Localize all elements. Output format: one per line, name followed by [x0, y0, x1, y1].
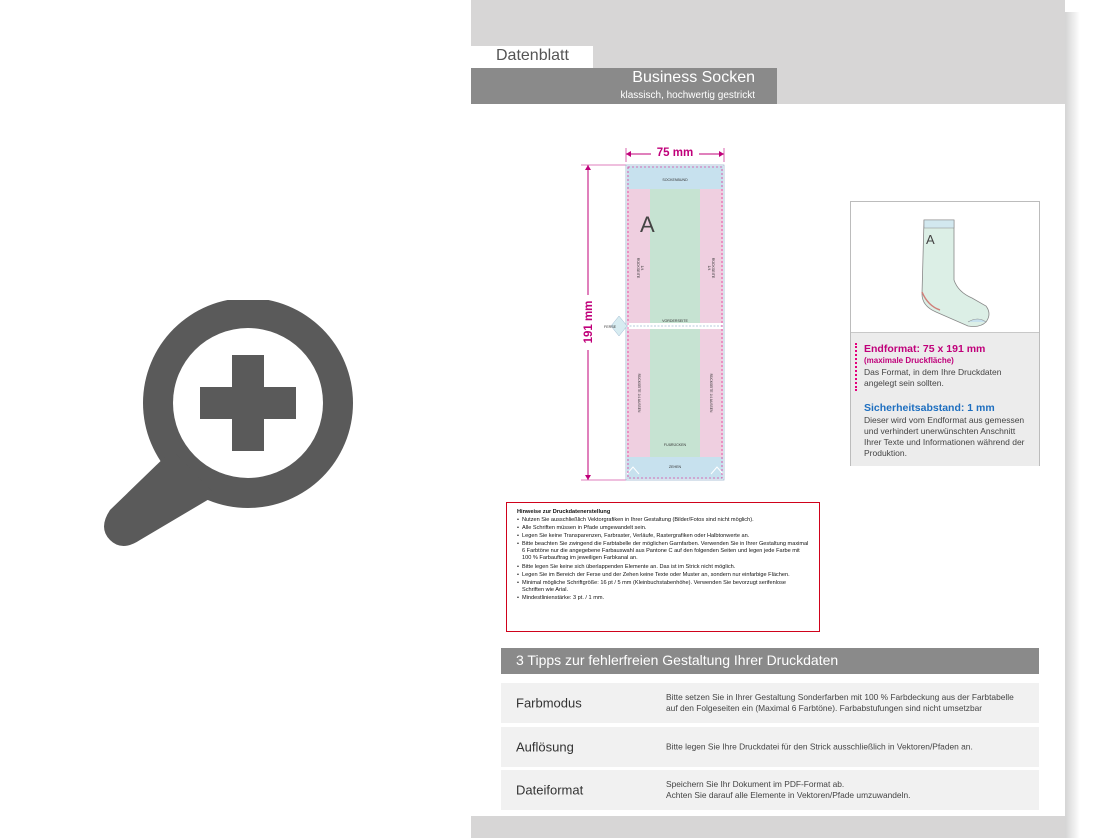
right-top-label: RÜCKSEITE: [711, 257, 715, 279]
product-subtitle: klassisch, hochwertig gestrickt: [620, 90, 755, 101]
zehen-label: ZEHEN: [668, 465, 682, 469]
tip-text-line: Bitte setzen Sie in Ihrer Gestaltung Sonderfarben mit 100 % Farbdeckung aus der Farbtabelle: [666, 692, 1014, 702]
endformat-subtitle: (maximale Druckfläche): [864, 356, 954, 365]
guideline-item: • Legen Sie keine Transparenzen, Farbraster, Verläufe, Rastergrafiken oder Halbtonwerte an.: [517, 533, 809, 540]
tip-label: Dateiformat: [516, 782, 584, 798]
tip-text-line: Speichern Sie Ihr Dokument im PDF-Format ab.: [666, 779, 845, 789]
guideline-item: • Legen Sie im Bereich der Ferse und der Zehen keine Texte oder Muster an, sondern nur einfarbige Flächen.: [517, 572, 809, 579]
template-letter-a: A: [640, 212, 655, 237]
format-info-card: [850, 201, 1040, 466]
tip-label: Auflösung: [516, 739, 574, 755]
left-top-sub: 1/4: [640, 265, 644, 271]
guideline-item: • Nutzen Sie ausschließlich Vektorgrafiken in Ihrer Gestaltung (Bilder/Fotos sind nicht möglich).: [517, 517, 809, 524]
vorderseite-label: VORDERSEITE: [662, 319, 688, 323]
sheet-shadow: [1064, 12, 1080, 838]
guideline-item: • Bitte legen Sie keine sich überlappenden Elemente an. Das ist im Strick nicht möglich.: [517, 564, 809, 571]
footer-band: [471, 816, 1065, 838]
print-guidelines-box: [506, 502, 820, 632]
endformat-description: Das Format, in dem Ihre Druckdaten angelegt sein sollten.: [864, 367, 1002, 388]
tip-label: Farbmodus: [516, 695, 582, 711]
product-title-bar: [471, 68, 777, 104]
ferse-label: FERSE: [604, 325, 616, 329]
tips-heading-bar: [501, 648, 1039, 674]
tip-text: [666, 779, 1031, 801]
safety-margin-title: Sicherheitsabstand: 1 mm: [864, 402, 995, 414]
datasheet-page: [471, 0, 1065, 838]
guideline-item: • Bitte beachten Sie zwingend die Farbtabelle der möglichen Garnfarben. Verwenden Sie in Ihrer Gestaltung maximal 6 Farbtöne nur die angegebene Farbauswahl aus Pantone C auf den folgenden Seiten und legen jede Farbe mit 100 % Farbauftrag im jeweiligen Farbkanal an.: [517, 541, 809, 562]
datasheet-tab-label: Datenblatt: [496, 47, 569, 64]
tip-text: [666, 742, 1031, 753]
guideline-item: • Mindestlinienstärke: 3 pt. / 1 mm.: [517, 595, 809, 602]
left-bottom-label: RÜCKSEITE 1/4 AUSSEN: [637, 373, 641, 413]
guideline-item: • Minimal mögliche Schriftgröße: 16 pt / 5 mm (Kleinbuchstabenhöhe). Verwenden Sie bevorzugt serifenlose Schriften wie Arial.: [517, 580, 809, 594]
format-info-panel: [851, 332, 1039, 466]
sock-illustration-icon: [906, 210, 991, 330]
guideline-item: • Alle Schriften müssen in Pfade umgewandelt sein.: [517, 525, 809, 532]
sock-print-template: [571, 140, 736, 490]
width-dimension-label: 75 mm: [656, 147, 694, 159]
tip-text-line: Bitte legen Sie Ihre Druckdatei für den Strick ausschließlich in Vektoren/Pfaden an.: [666, 741, 973, 752]
tip-row-dateiformat: [501, 770, 1039, 810]
right-top-sub: 1/4: [707, 265, 711, 271]
tips-heading: 3 Tipps zur fehlerfreien Gestaltung Ihrer Druckdaten: [516, 652, 839, 668]
safety-margin-description: Dieser wird vom Endformat aus gemessen und verhindert unerwünschten Anschnitt Ihrer Texte und Informationen während der Produktion.: [864, 415, 1025, 458]
guidelines-list: [517, 517, 809, 602]
tip-row-aufloesung: [501, 727, 1039, 767]
product-title: Business Socken: [632, 69, 755, 86]
right-bottom-label: RÜCKSEITE 1/4 AUSSEN: [709, 373, 713, 413]
tip-row-farbmodus: [501, 683, 1039, 723]
tip-text-line: auf den Folgeseiten ein (Maximal 6 Farbtöne). Farbabstufungen sind nicht umsetzbar: [666, 703, 983, 713]
zoom-in-button[interactable]: [100, 300, 360, 550]
sock-letter-a: A: [926, 232, 935, 247]
height-dimension-label: 191 mm: [583, 300, 595, 344]
endformat-title: Endformat: 75 x 191 mm: [864, 343, 986, 355]
format-dash-marker: [855, 343, 857, 391]
zoom-in-icon: [100, 300, 360, 550]
tip-text-line: Achten Sie darauf alle Elemente in Vektoren/Pfade umzuwandeln.: [666, 790, 911, 800]
guidelines-title: Hinweise zur Druckdatenerstellung: [517, 509, 611, 515]
sockenbund-label: SOCKENBUND: [662, 178, 688, 182]
tip-text: [666, 692, 1031, 714]
fussruecken-label: FUßRÜCKEN: [663, 443, 687, 447]
left-top-label: RÜCKSEITE: [636, 257, 640, 279]
